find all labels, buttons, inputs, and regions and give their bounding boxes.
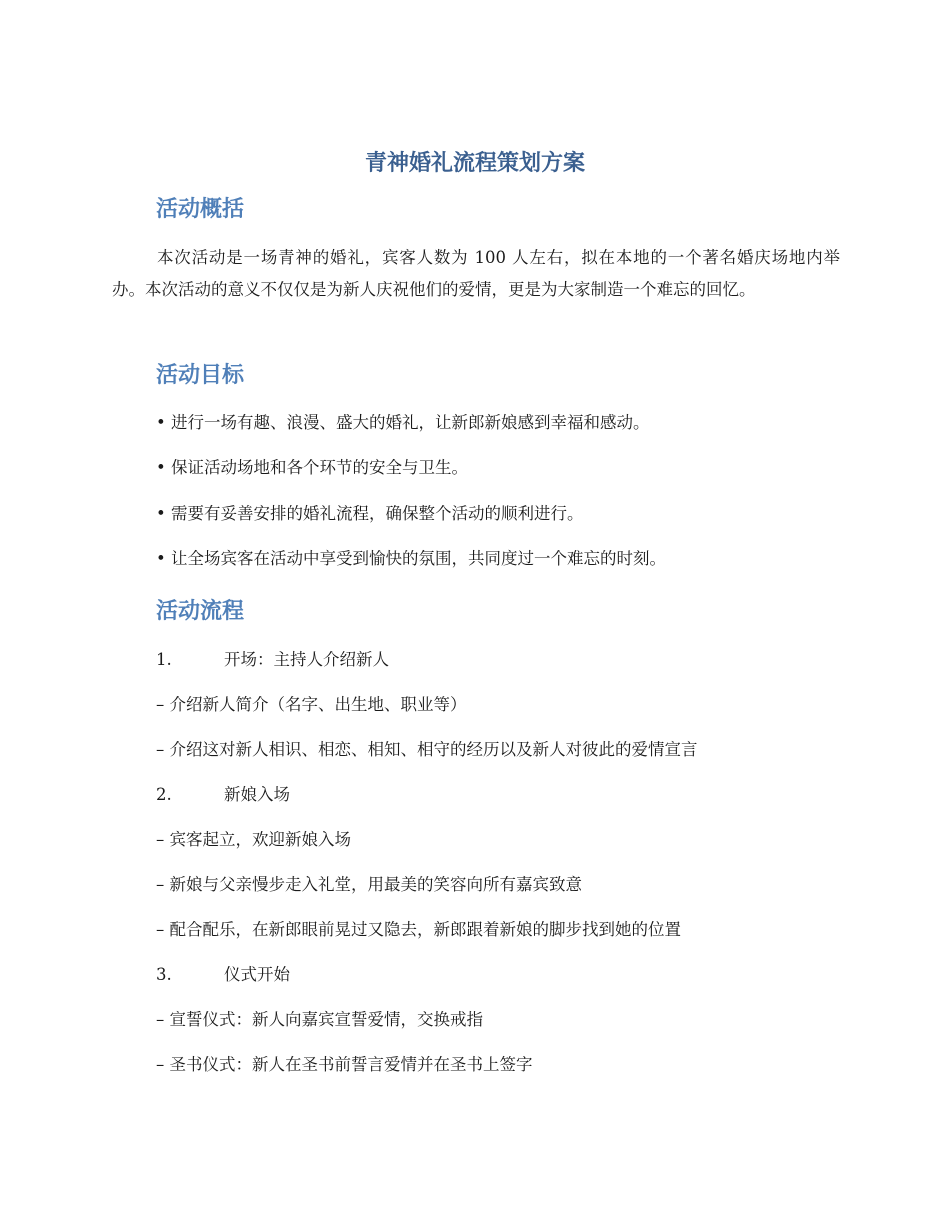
dash-icon: –	[156, 830, 165, 849]
process-step-detail	[156, 1053, 533, 1077]
dash-icon: –	[156, 1055, 165, 1074]
step-number: 2.	[156, 785, 172, 804]
section-heading-overview: 活动概括	[156, 197, 245, 222]
section-heading-process: 活动流程	[156, 599, 245, 624]
goal-item	[156, 547, 666, 571]
dash-icon: –	[156, 1010, 165, 1029]
detail-text: 配合配乐，在新郎眼前晃过又隐去，新郎跟着新娘的脚步找到她的位置	[169, 920, 681, 939]
process-step-title	[156, 783, 290, 807]
step-title-text: 仪式开始	[224, 965, 290, 984]
process-step-detail	[156, 918, 681, 942]
detail-text: 宣誓仪式：新人向嘉宾宣誓爱情，交换戒指	[169, 1010, 483, 1029]
overview-paragraph: 本次活动是一场青神的婚礼，宾客人数为 100 人左右，拟在本地的一个著名婚庆场地内举办。本次活动的意义不仅仅是为新人庆祝他们的爱情，更是为大家制造一个难忘的回忆。	[112, 248, 840, 299]
bullet-icon: •	[156, 504, 166, 523]
step-title-text: 新娘入场	[224, 785, 290, 804]
dash-icon: –	[156, 695, 165, 714]
goal-item-text: 保证活动场地和各个环节的安全与卫生。	[170, 458, 468, 477]
bullet-icon: •	[156, 549, 166, 568]
goal-item-text: 进行一场有趣、浪漫、盛大的婚礼，让新郎新娘感到幸福和感动。	[170, 413, 650, 432]
detail-text: 介绍新人简介（名字、出生地、职业等）	[169, 695, 467, 714]
process-step-detail	[156, 738, 698, 762]
process-step-detail	[156, 873, 582, 897]
detail-text: 介绍这对新人相识、相恋、相知、相守的经历以及新人对彼此的爱情宣言	[169, 740, 698, 759]
step-number: 1.	[156, 650, 172, 669]
goal-item	[156, 411, 649, 435]
detail-text: 新娘与父亲慢步走入礼堂，用最美的笑容向所有嘉宾致意	[169, 875, 582, 894]
detail-text: 宾客起立，欢迎新娘入场	[169, 830, 351, 849]
goal-item-text: 让全场宾客在活动中享受到愉快的氛围，共同度过一个难忘的时刻。	[170, 549, 666, 568]
process-step-title	[156, 648, 389, 672]
process-step-detail	[156, 693, 467, 717]
document-title: 青神婚礼流程策划方案	[364, 151, 585, 176]
goal-item	[156, 502, 583, 526]
bullet-icon: •	[156, 458, 166, 477]
step-title-text: 开场：主持人介绍新人	[224, 650, 389, 669]
process-step-title	[156, 963, 290, 987]
detail-text: 圣书仪式：新人在圣书前誓言爱情并在圣书上签字	[169, 1055, 533, 1074]
dash-icon: –	[156, 875, 165, 894]
bullet-icon: •	[156, 413, 166, 432]
goal-item-text: 需要有妥善安排的婚礼流程，确保整个活动的顺利进行。	[170, 504, 584, 523]
step-number: 3.	[156, 965, 172, 984]
goal-item	[156, 456, 468, 480]
process-step-detail	[156, 1008, 483, 1032]
dash-icon: –	[156, 740, 165, 759]
process-step-detail	[156, 828, 351, 852]
section-heading-goals: 活动目标	[156, 363, 245, 388]
dash-icon: –	[156, 920, 165, 939]
